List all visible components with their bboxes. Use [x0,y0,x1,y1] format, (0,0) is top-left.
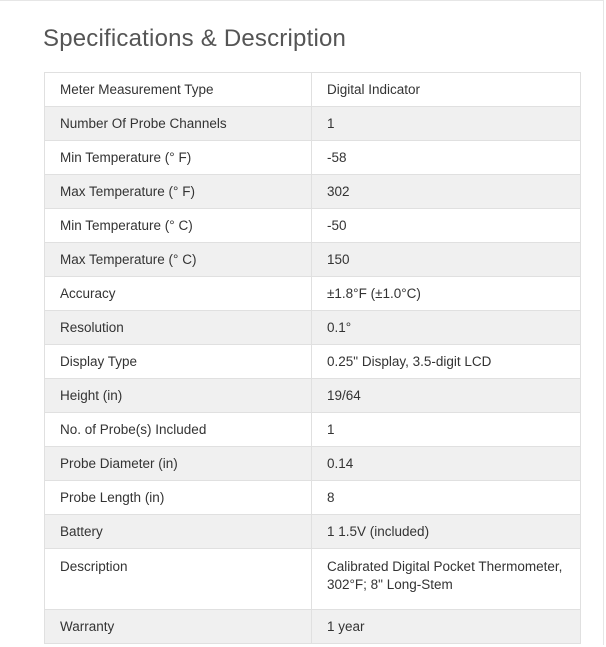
spec-value: Calibrated Digital Pocket Thermometer, 302°F; 8" Long-Stem [312,549,581,610]
spec-label: Battery [45,515,312,549]
spec-value: 150 [312,243,581,277]
spec-label: Number Of Probe Channels [45,107,312,141]
spec-label: Accuracy [45,277,312,311]
spec-value: Digital Indicator [312,73,581,107]
table-row [45,107,581,141]
table-row [45,515,581,549]
spec-value: 0.25" Display, 3.5-digit LCD [312,345,581,379]
table-row [45,379,581,413]
spec-value: -50 [312,209,581,243]
table-row [45,243,581,277]
table-row [45,141,581,175]
table-row [45,345,581,379]
spec-value: -58 [312,141,581,175]
table-row [45,73,581,107]
table-row [45,549,581,610]
spec-label: Meter Measurement Type [45,73,312,107]
spec-value: ±1.8°F (±1.0°C) [312,277,581,311]
specifications-table [44,72,581,644]
table-row [45,311,581,345]
spec-value: 0.14 [312,447,581,481]
section-title: Specifications & Description [43,25,347,52]
spec-value: 8 [312,481,581,515]
spec-label: Probe Diameter (in) [45,447,312,481]
spec-value: 1 [312,107,581,141]
spec-label: Warranty [45,610,312,644]
table-row [45,209,581,243]
spec-label: Height (in) [45,379,312,413]
spec-label: Max Temperature (° C) [45,243,312,277]
table-row [45,277,581,311]
spec-label: Probe Length (in) [45,481,312,515]
spec-value: 0.1° [312,311,581,345]
spec-label: No. of Probe(s) Included [45,413,312,447]
spec-label: Min Temperature (° C) [45,209,312,243]
table-row [45,610,581,644]
spec-label: Min Temperature (° F) [45,141,312,175]
spec-value: 1 year [312,610,581,644]
spec-value: 1 1.5V (included) [312,515,581,549]
spec-value: 1 [312,413,581,447]
table-row [45,447,581,481]
spec-label: Max Temperature (° F) [45,175,312,209]
table-row [45,481,581,515]
table-row [45,175,581,209]
spec-label: Display Type [45,345,312,379]
spec-value: 302 [312,175,581,209]
spec-label: Resolution [45,311,312,345]
spec-label: Description [45,549,312,610]
spec-value: 19/64 [312,379,581,413]
table-row [45,413,581,447]
